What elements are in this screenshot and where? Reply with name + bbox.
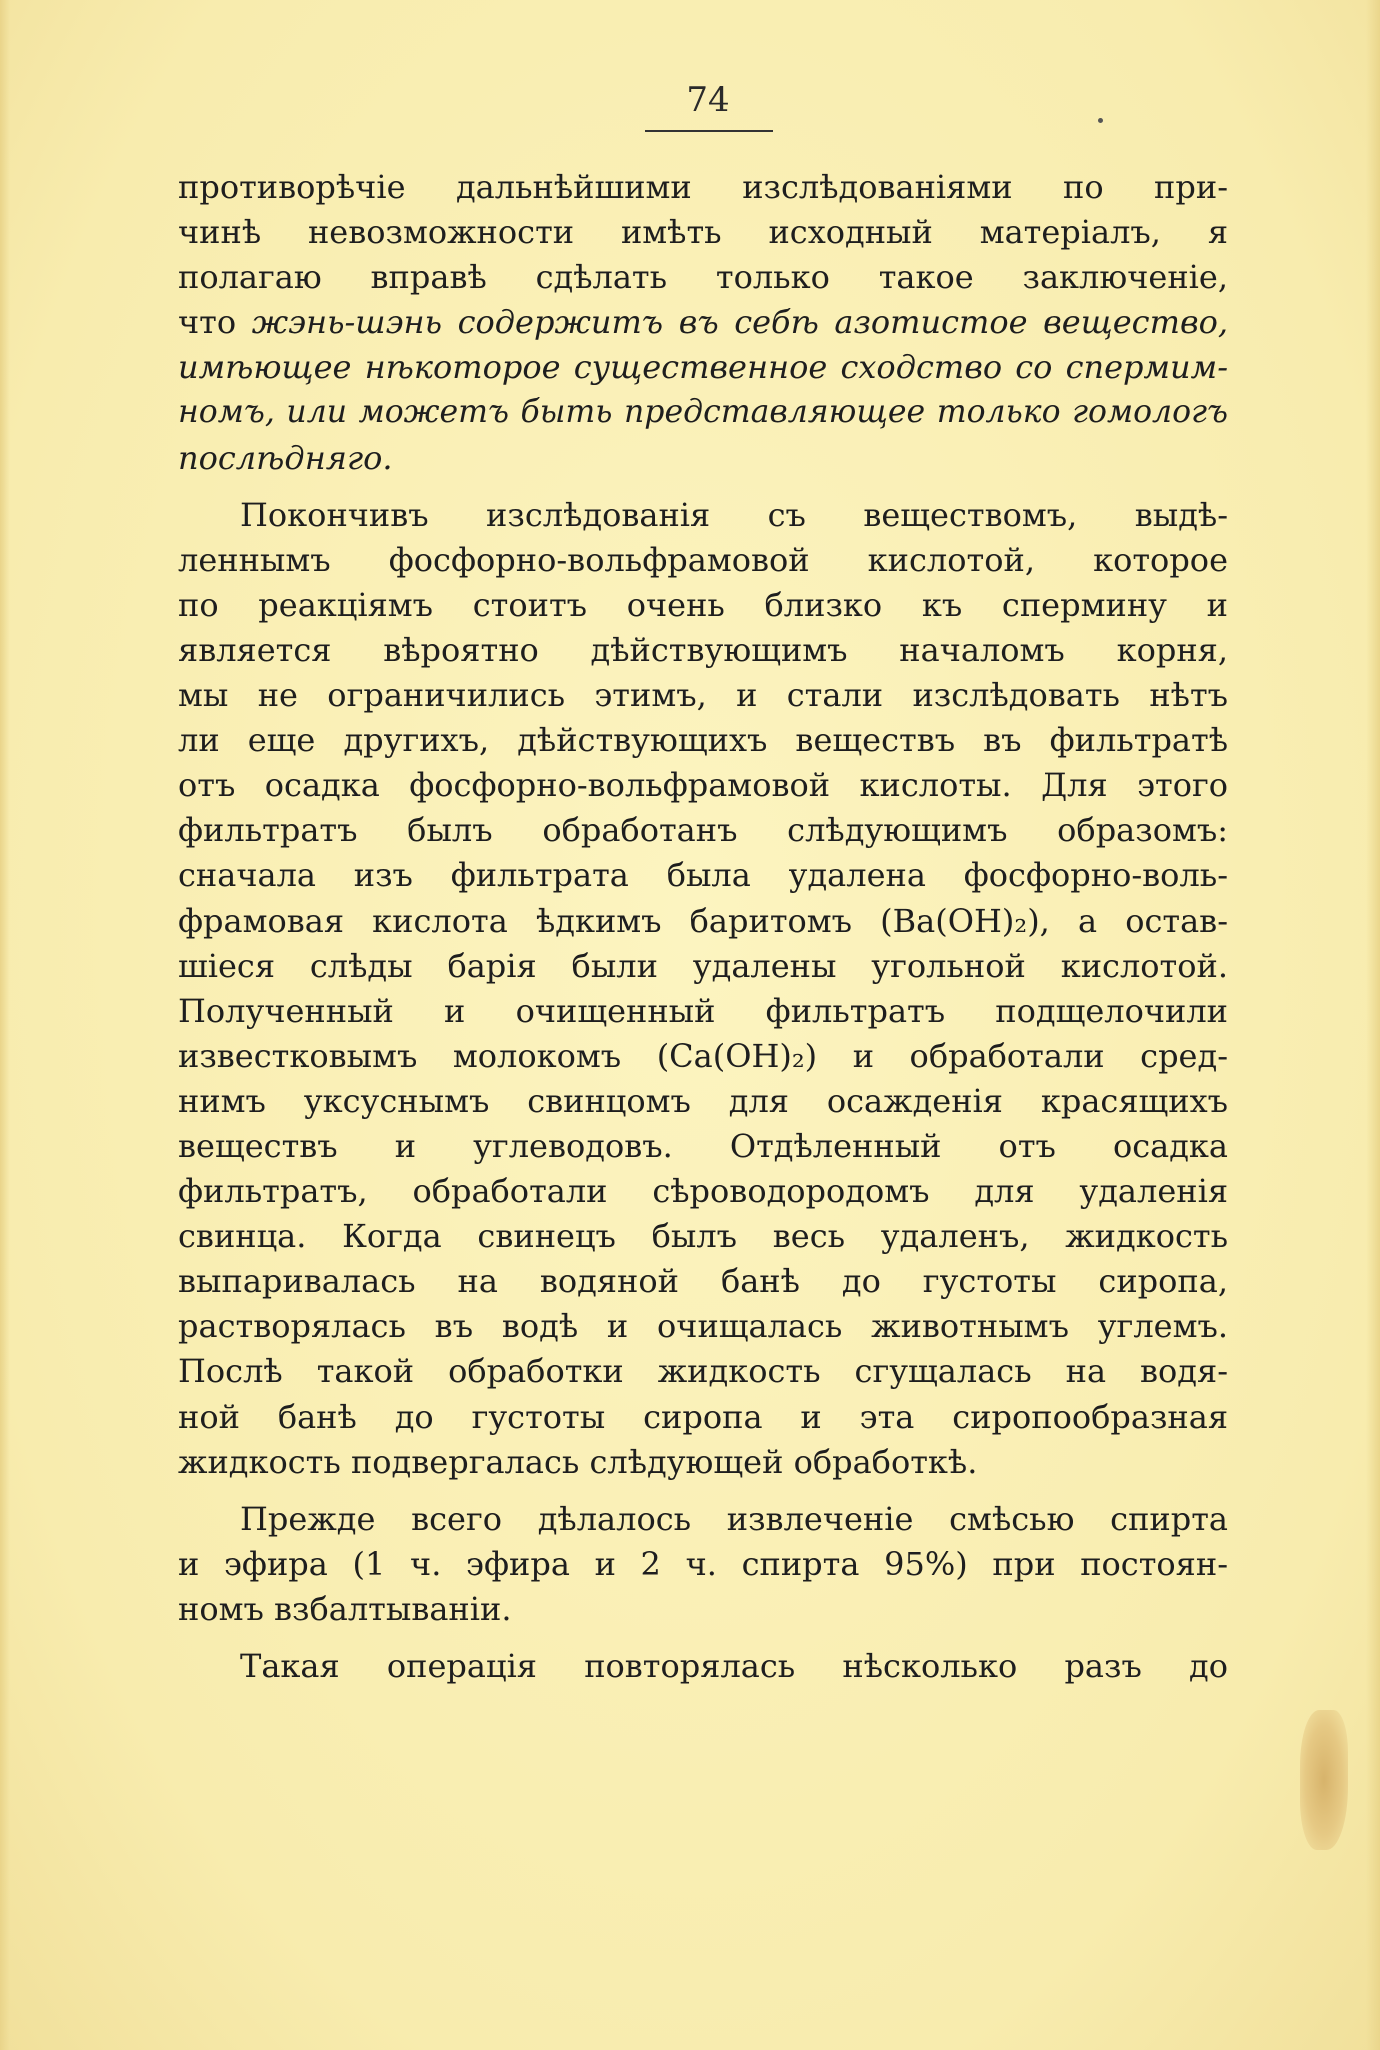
text-line: выпаривалась на водяной банѣ до густоты сиропа, bbox=[178, 1262, 1228, 1301]
text-line: противорѣчіе дальнѣйшими изслѣдованіями по при- bbox=[178, 168, 1228, 206]
text-line: жидкость подвергалась слѣдующей обработкѣ. bbox=[178, 1442, 978, 1481]
text-line: по реакціямъ стоитъ очень близко къ спермину и bbox=[178, 585, 1228, 624]
text-line: сначала изъ фильтрата была удалена фосфорно-воль- bbox=[178, 856, 1228, 895]
text-line: Послѣ такой обработки жидкость сгущалась на водя- bbox=[178, 1352, 1228, 1391]
text-line: номъ взбалтываніи. bbox=[178, 1589, 512, 1628]
paragraph-4 bbox=[178, 1644, 1228, 1689]
body-text bbox=[178, 165, 1228, 1689]
text-line-lead: что bbox=[178, 303, 252, 342]
text-line: леннымъ фосфорно-вольфрамовой кислотой, которое bbox=[178, 540, 1228, 579]
paragraph-3 bbox=[178, 1497, 1228, 1632]
text-line: ли еще другихъ, дѣйствующихъ веществъ въ фильтратѣ bbox=[178, 721, 1228, 760]
text-line: является вѣроятно дѣйствующимъ началомъ корня, bbox=[178, 630, 1228, 669]
text-line-italic: имѣющее нѣкоторое существенное сходство со спермим- bbox=[178, 348, 1228, 387]
paragraph-1 bbox=[178, 165, 1228, 481]
paragraph-2 bbox=[178, 493, 1228, 1485]
text-line: полагаю вправѣ сдѣлать только такое заключеніе, bbox=[178, 258, 1228, 297]
paper-stain bbox=[1300, 1710, 1348, 1850]
text-line: Такая операція повторялась нѣсколько разъ до bbox=[240, 1647, 1228, 1685]
text-line: нимъ уксуснымъ свинцомъ для осажденія красящихъ bbox=[178, 1081, 1228, 1120]
text-line-italic: номъ, или можетъ быть представляющее только гомологъ bbox=[178, 394, 1228, 431]
page-number: 74 bbox=[686, 80, 730, 120]
text-line: Прежде всего дѣлалось извлеченіе смѣсью спирта bbox=[240, 1499, 1228, 1538]
text-line: Полученный и очищенный фильтратъ подщелочили bbox=[178, 991, 1228, 1030]
text-line-mixed bbox=[178, 300, 1228, 345]
text-line: отъ осадка фосфорно-вольфрамовой кислоты. Для этого bbox=[178, 766, 1228, 805]
text-line: чинѣ невозможности имѣть исходный матеріалъ, я bbox=[178, 213, 1228, 252]
text-line: Покончивъ изслѣдованія съ веществомъ, выдѣ- bbox=[240, 495, 1228, 534]
page-edge-shadow-right bbox=[1366, 0, 1380, 2050]
text-line: веществъ и углеводовъ. Отдѣленный отъ осадка bbox=[178, 1126, 1228, 1165]
text-line: фильтратъ, обработали сѣроводородомъ для удаленія bbox=[178, 1172, 1228, 1211]
text-line: свинца. Когда свинецъ былъ весь удаленъ, жидкость bbox=[178, 1217, 1228, 1256]
text-line: и эфира (1 ч. эфира и 2 ч. спирта 95%) при постоян- bbox=[178, 1544, 1228, 1583]
text-line: мы не ограничились этимъ, и стали изслѣдовать нѣтъ bbox=[178, 676, 1228, 715]
text-line: известковымъ молокомъ (Ca(OH)₂) и обработали сред- bbox=[178, 1036, 1228, 1075]
page-number-underline bbox=[645, 130, 773, 132]
text-line-italic: жэнь-шэнь содержитъ въ себѣ азотистое вещество, bbox=[251, 303, 1229, 342]
text-line: растворялась въ водѣ и очищалась животнымъ углемъ. bbox=[178, 1307, 1228, 1346]
text-line: фильтратъ былъ обработанъ слѣдующимъ образомъ: bbox=[178, 811, 1228, 850]
text-line: ной банѣ до густоты сиропа и эта сиропообразная bbox=[178, 1397, 1228, 1436]
page-edge-shadow-left bbox=[0, 0, 10, 2050]
text-line-italic: послѣдняго. bbox=[178, 438, 393, 477]
ink-speck bbox=[1098, 118, 1103, 123]
text-line: шіеся слѣды барія были удалены угольной кислотой. bbox=[178, 946, 1228, 985]
text-line: фрамовая кислота ѣдкимъ баритомъ (Ba(OH)₂), а остав- bbox=[178, 901, 1228, 940]
